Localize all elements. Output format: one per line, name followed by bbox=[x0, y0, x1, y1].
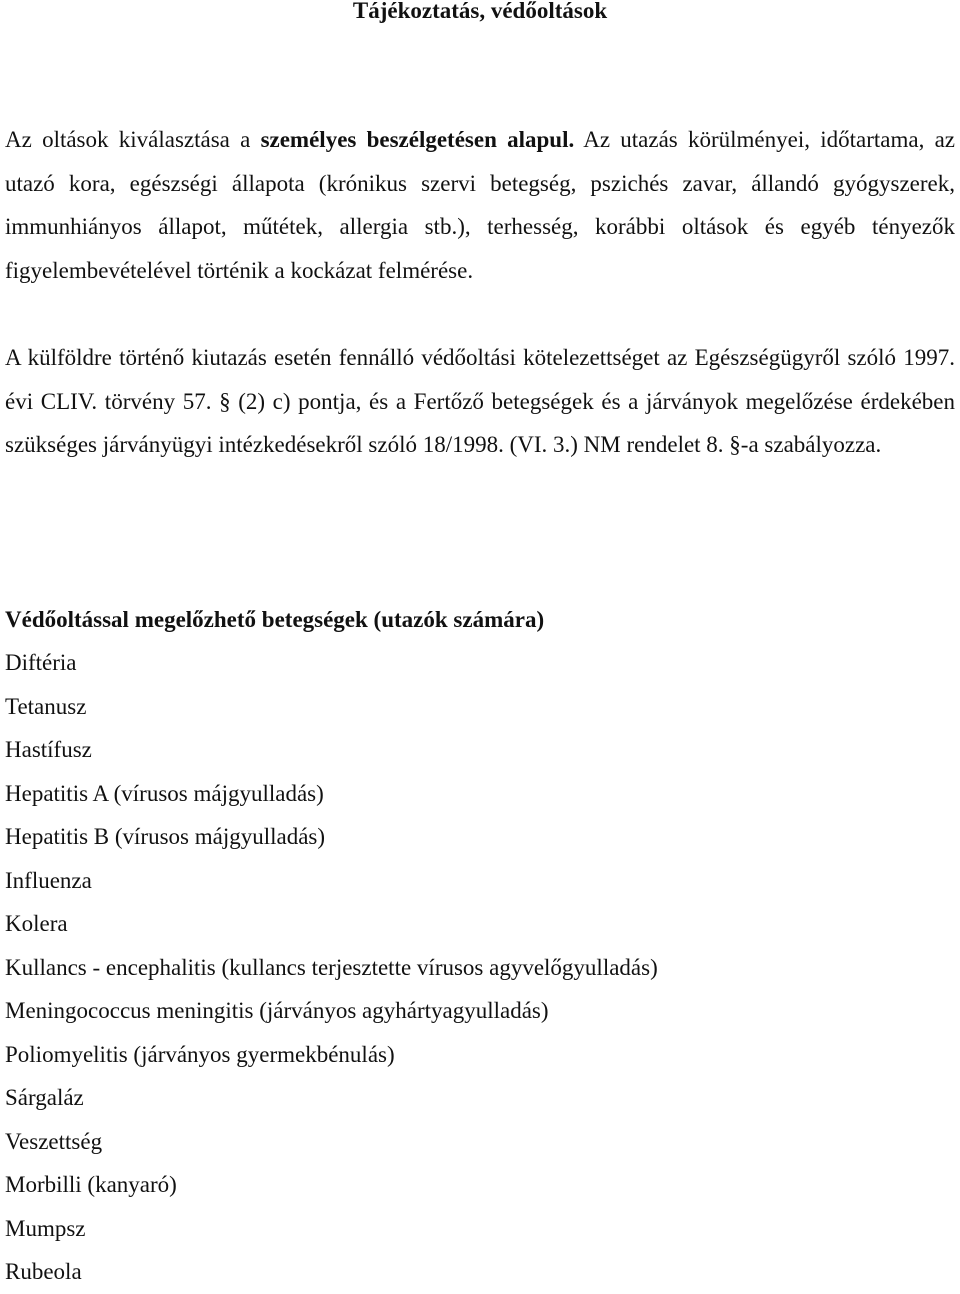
list-item: Poliomyelitis (járványos gyermekbénulás) bbox=[5, 1041, 395, 1067]
list-item: Hastífusz bbox=[5, 737, 92, 762]
list-item: Veszettség bbox=[5, 1128, 103, 1154]
list-item: Diftéria bbox=[5, 650, 77, 675]
list-item: Tetanusz bbox=[5, 693, 87, 719]
list-item: Sárgaláz bbox=[5, 1085, 84, 1110]
section-title: Védőoltással megelőzhető betegségek (utazók számára) bbox=[5, 607, 545, 632]
legal-paragraph: A külföldre történő kiutazás esetén fennálló védőoltási kötelezettséget az Egészségügyről szóló 1997. évi CLIV. törvény 57. § (2) c) pontja, és a Fertőző betegségek és a járványok megelőzése érdekében szükséges járványügyi intézkedésekről szóló 18/1998. (VI. 3.) NM rendelet 8. §-a szabályozza. bbox=[5, 345, 955, 457]
list-item: Hepatitis A (vírusos májgyulladás) bbox=[5, 780, 324, 806]
list-item: Kullancs - encephalitis (kullancs terjesztette vírusos agyvelőgyulladás) bbox=[5, 954, 658, 980]
list-item: Rubeola bbox=[5, 1259, 82, 1284]
document-title: Tájékoztatás, védőoltások bbox=[352, 0, 608, 23]
list-item: Mumpsz bbox=[5, 1215, 86, 1241]
intro-text-rest: Az utazás körülményei, időtartama, az utazó kora, egészségi állapota (krónikus szervi betegség, pszichés zavar, állandó gyógyszerek, immunhiányos állapot, műtétek, allergia stb.), terhesség, korábbi oltások és egyéb tényezők figyelembevételével történik a kockázat felmérése. bbox=[5, 127, 955, 283]
intro-text-start: Az oltások kiválasztása a bbox=[5, 127, 261, 152]
disease-list bbox=[5, 641, 658, 1294]
list-item: Hepatitis B (vírusos májgyulladás) bbox=[5, 824, 326, 849]
list-item: Influenza bbox=[5, 867, 92, 893]
list-item: Meningococcus meningitis (járványos agyhártyagyulladás) bbox=[5, 998, 549, 1023]
intro-paragraph bbox=[5, 118, 955, 292]
list-item: Kolera bbox=[5, 911, 68, 936]
list-item: Morbilli (kanyaró) bbox=[5, 1172, 177, 1197]
intro-bold-text: személyes beszélgetésen alapul. bbox=[260, 127, 575, 152]
